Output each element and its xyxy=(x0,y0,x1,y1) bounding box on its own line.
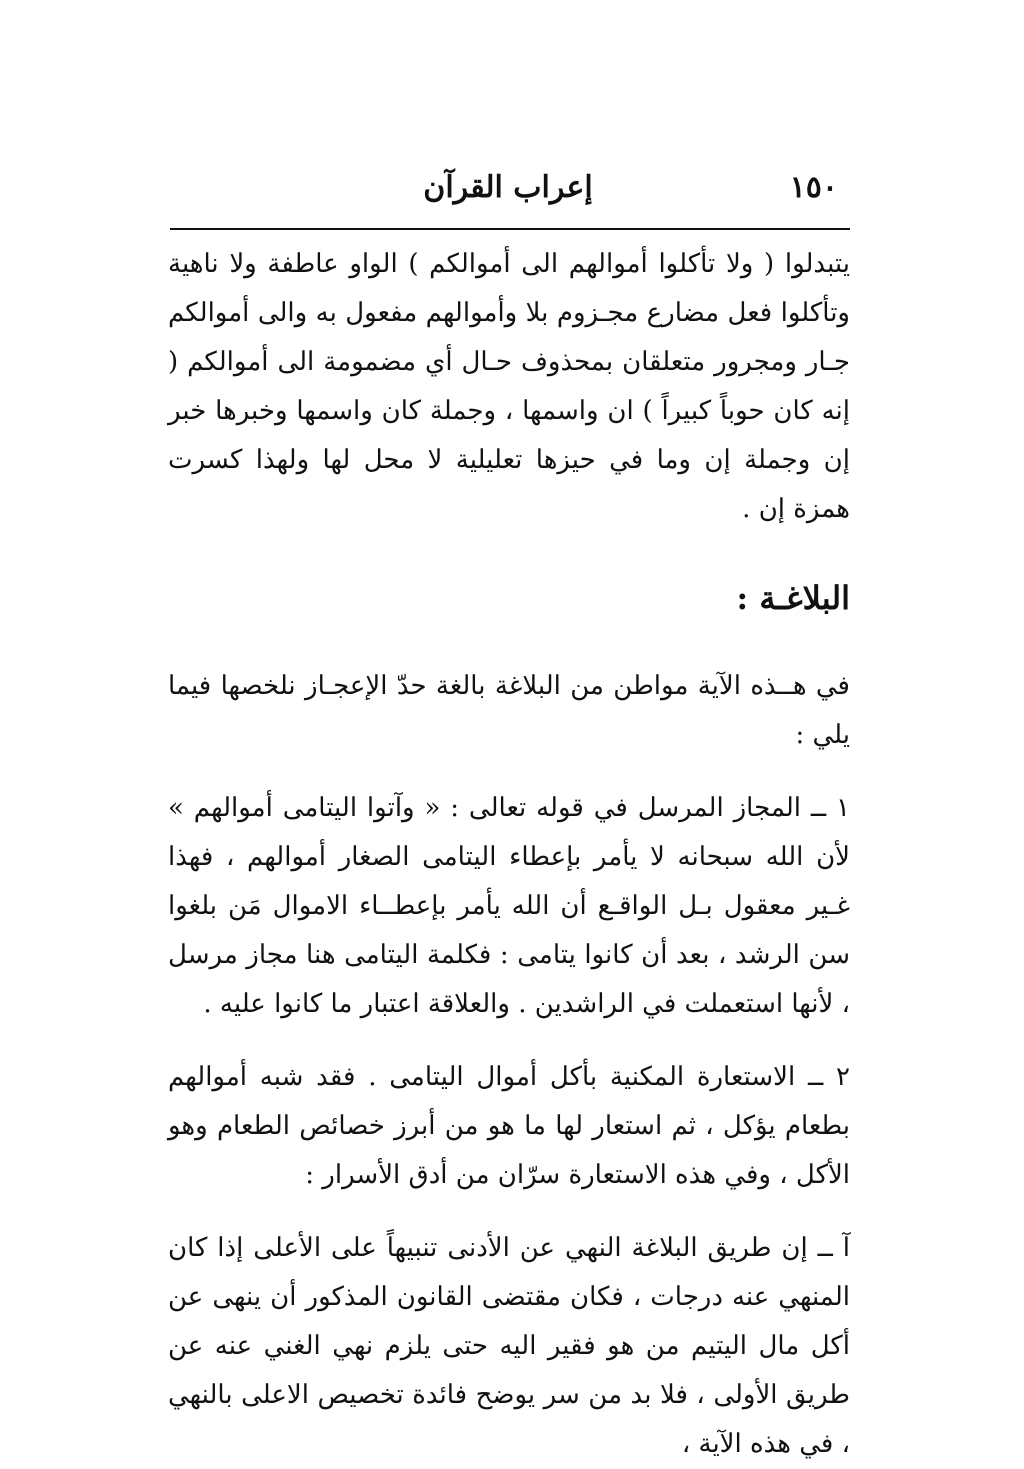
header-divider xyxy=(170,228,850,230)
book-title: إعراب القرآن xyxy=(423,170,593,205)
page-number: ١٥٠ xyxy=(789,170,838,205)
paragraph-point-a: آ ــ إن طريق البلاغة النهي عن الأدنى تنبيهاً على الأعلى إذا كان المنهي عنه درجات ، فكان مقتضى القانون المذكور أن ينهى عن أكل مال اليتيم من هو فقير اليه حتى يلزم نهي الغني عنه عن طريق الأولى ، فلا بد من سر يوضح فائدة تخصيص الاعلى بالنهي ، في هذه الآية ، xyxy=(168,1233,850,1459)
paragraph-point-2: ٢ ــ الاستعارة المكنية بأكل أموال اليتامى . فقد شبه أموالهم بطعام يؤكل ، ثم استعار لها ما هو من أبرز خصائص الطعام وهو الأكل ، وفي هذه الاستعارة سرّان من أدق الأسرار : xyxy=(168,1062,850,1190)
paragraph-irab: يتبدلوا ( ولا تأكلوا أموالهم الى أموالكم ) الواو عاطفة ولا ناهية وتأكلوا فعل مضارع مجـزوم بلا وأموالهم مفعول به والى أموالكم جـار ومجرور متعلقان بمحذوف حـال أي مضمومة الى أموالكم ( إنه كان حوباً كبيراً ) ان واسمها ، وجملة كان واسمها وخبرها خبر إن وجملة إن وما في حيزها تعليلية لا محل لها ولهذا كسرت همزة إن . xyxy=(168,249,850,524)
section-heading-balagha: البلاغـة : xyxy=(736,579,850,617)
page-header xyxy=(168,166,848,212)
paragraph-intro: في هــذه الآية مواطن من البلاغة بالغة حدّ الإعجـاز نلخصها فيما يلي : xyxy=(168,671,850,750)
paragraph-point-1: ١ ــ المجاز المرسل في قوله تعالى : « وآتوا اليتامى أموالهم » لأن الله سبحانه لا يأمر بإعطاء اليتامى الصغار أموالهم ، فهذا غـير معقول بـل الواقـع أن الله يأمر بإعطــاء الاموال مَن بلغوا سن الرشد ، بعد أن كانوا يتامى : فكلمة اليتامى هنا مجاز مرسل ، لأنها استعملت في الراشدين . والعلاقة اعتبار ما كانوا عليه . xyxy=(168,793,850,1019)
page-body xyxy=(168,240,850,1469)
